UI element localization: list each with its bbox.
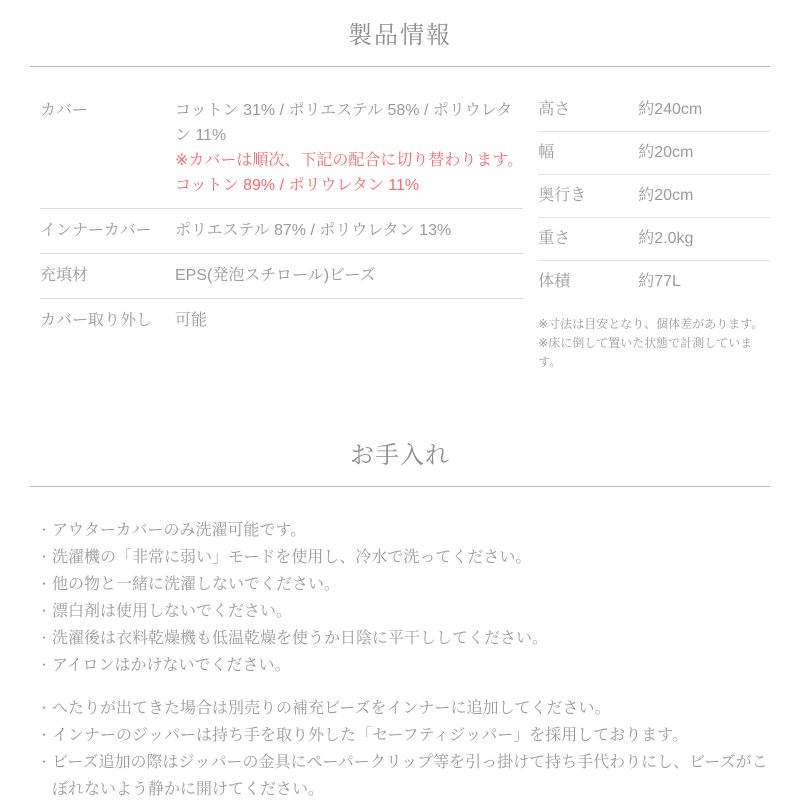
dim-label: 体積 [538, 273, 571, 290]
cover-new-composition: コットン 89% / ポリウレタン 11% [175, 177, 420, 194]
bullet-icon: ・ [38, 577, 51, 591]
care-item: ・ 洗濯後は衣料乾燥機も低温乾燥を使うか日陰に平干ししてください。 [38, 625, 770, 652]
care-list-washing [38, 517, 770, 679]
care-item: ・ アウターカバーのみ洗濯可能です。 [38, 517, 770, 544]
care-item: ・ へたりが出てきた場合は別売りの補充ビーズをインナーに追加してください。 [38, 695, 770, 722]
care-lists [38, 517, 770, 803]
bullet-icon: ・ [38, 631, 51, 645]
care-item: ・ アイロンはかけないでください。 [38, 652, 770, 679]
bullet-icon: ・ [38, 728, 51, 742]
product-info-header [30, 0, 770, 67]
care-item: ・ 洗濯機の「非常に弱い」モードを使用し、冷水で洗ってください。 [38, 544, 770, 571]
dim-value: 約20cm [638, 144, 694, 161]
spec-row-cover [40, 89, 523, 209]
spec-row-cover-removal [40, 299, 523, 343]
care-item: ・ 漂白剤は使用しないでください。 [38, 598, 770, 625]
spec-row-filling [40, 254, 523, 299]
product-info-title: 製品情報 [348, 22, 452, 49]
dim-value: 約20cm [638, 187, 694, 204]
care-title: お手入れ [350, 442, 450, 469]
dim-row-depth [538, 175, 770, 218]
spec-label: カバー取り外し [40, 312, 153, 329]
bullet-icon: ・ [38, 701, 51, 715]
spec-value: EPS(発泡スチロール)ビーズ [175, 267, 376, 284]
dim-row-volume [538, 261, 770, 303]
spec-label: カバー [40, 102, 89, 119]
bullet-icon: ・ [38, 658, 51, 672]
care-header [30, 444, 770, 487]
spec-area [30, 89, 770, 372]
dim-label: 幅 [538, 144, 555, 161]
care-item: ・ ビーズ追加の際はジッパーの金具にペーパークリップ等を引っ掛けて持ち手代わりにし、ビーズがこぼれないよう静かに開けてください。 [38, 749, 770, 803]
dim-row-width [538, 132, 770, 175]
cover-composition: コットン 31% / ポリエステル 58% / ポリウレタン 11% [175, 102, 513, 144]
care-item: ・ 他の物と一緒に洗濯しないでください。 [38, 571, 770, 598]
cover-change-note: ※カバーは順次、下記の配合に切り替わります。 [175, 152, 524, 169]
spec-table [40, 89, 523, 372]
dimension-table [538, 89, 770, 303]
spec-value: ポリエステル 87% / ポリウレタン 13% [175, 222, 452, 239]
dim-row-weight [538, 218, 770, 261]
spec-value: 可能 [175, 312, 208, 329]
care-item: ・ インナーのジッパーは持ち手を取り外した「セーフティジッパー」を採用しております。 [38, 722, 770, 749]
section-divider [30, 66, 770, 67]
bullet-icon: ・ [38, 755, 51, 769]
dimension-notes [538, 315, 770, 372]
dim-value: 約240cm [638, 101, 703, 118]
dimension-note: ※寸法は目安となり、個体差があります。 [538, 317, 764, 331]
dimension-note: ※床に倒して置いた状態で計測しています。 [538, 336, 753, 369]
dim-label: 高さ [538, 101, 571, 118]
dim-row-height [538, 89, 770, 132]
bullet-icon: ・ [38, 523, 51, 537]
dim-label: 奥行き [538, 187, 587, 204]
section-divider [30, 486, 770, 487]
spec-label: 充填材 [40, 267, 89, 284]
spec-row-inner-cover [40, 209, 523, 254]
dim-label: 重さ [538, 230, 571, 247]
dim-value: 約77L [638, 273, 681, 290]
spec-value [175, 98, 523, 198]
dim-value: 約2.0kg [638, 230, 694, 247]
spec-label: インナーカバー [40, 222, 152, 239]
dimension-column [538, 89, 770, 372]
care-list-beads [38, 695, 770, 803]
bullet-icon: ・ [38, 550, 51, 564]
bullet-icon: ・ [38, 604, 51, 618]
